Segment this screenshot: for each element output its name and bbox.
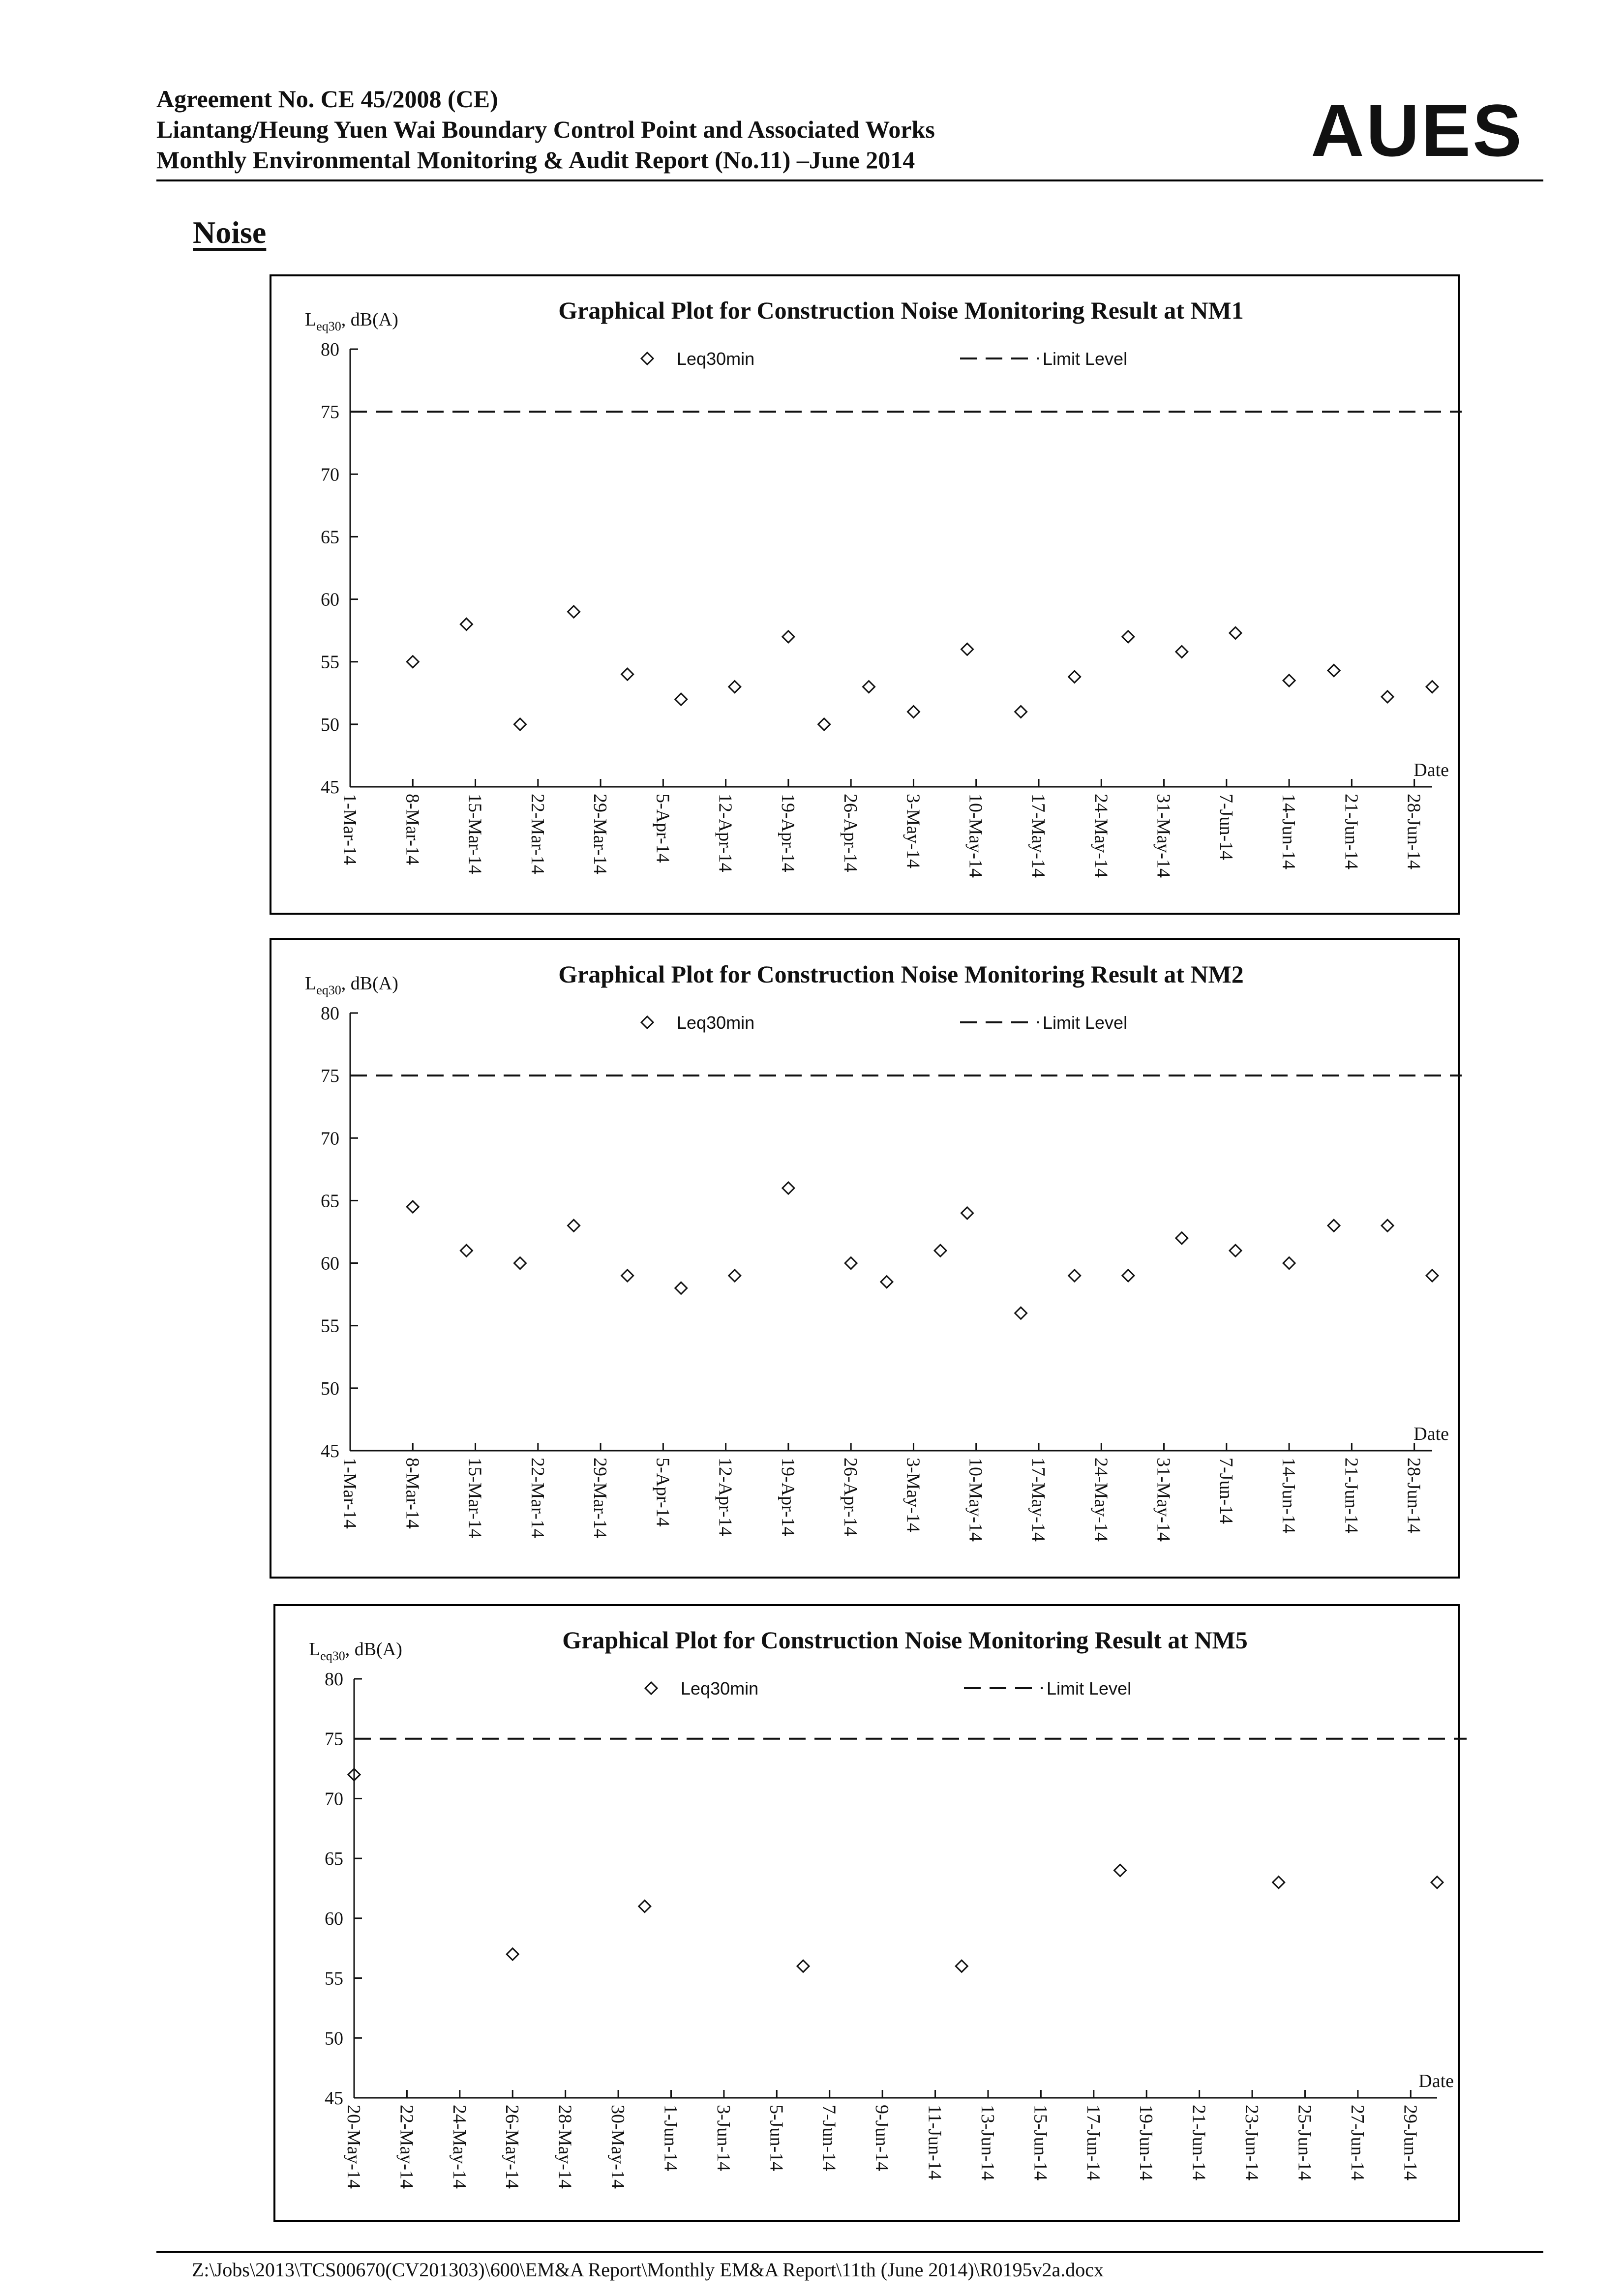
y-tick-label: 60 bbox=[321, 1253, 339, 1274]
y-tick-label: 75 bbox=[321, 1066, 339, 1087]
legend-marker-leq30min bbox=[641, 353, 653, 364]
x-tick-label: 24-May-14 bbox=[1090, 1458, 1112, 1542]
x-axis-title: Date bbox=[1413, 760, 1449, 780]
chart-title: Graphical Plot for Construction Noise Monitoring Result at NM5 bbox=[562, 1626, 1248, 1654]
data-point bbox=[507, 1948, 518, 1960]
data-point bbox=[460, 618, 472, 630]
data-point bbox=[962, 643, 973, 655]
chart-nm1-svg bbox=[271, 276, 1458, 913]
y-tick-label: 55 bbox=[321, 652, 339, 673]
data-point bbox=[622, 668, 633, 680]
x-tick-label: 3-Jun-14 bbox=[713, 2105, 734, 2172]
x-tick-label: 8-Mar-14 bbox=[402, 794, 423, 865]
legend-marker-leq30min bbox=[645, 1682, 657, 1694]
x-tick-label: 25-Jun-14 bbox=[1294, 2105, 1315, 2181]
y-tick-label: 60 bbox=[321, 589, 339, 610]
data-point bbox=[407, 1201, 419, 1213]
x-tick-label: 7-Jun-14 bbox=[1215, 1458, 1236, 1524]
data-point bbox=[1426, 681, 1438, 693]
x-tick-label: 11-Jun-14 bbox=[924, 2105, 945, 2180]
data-point bbox=[1431, 1877, 1443, 1888]
data-point bbox=[407, 656, 419, 668]
x-tick-label: 28-May-14 bbox=[554, 2105, 575, 2189]
x-tick-label: 5-Jun-14 bbox=[766, 2105, 787, 2172]
x-tick-label: 10-May-14 bbox=[965, 794, 986, 878]
data-point bbox=[1283, 1257, 1295, 1269]
data-point bbox=[675, 1282, 687, 1294]
data-point bbox=[1273, 1877, 1285, 1888]
header-agreement: Agreement No. CE 45/2008 (CE) bbox=[156, 85, 498, 113]
x-tick-label: 3-May-14 bbox=[902, 794, 924, 868]
x-tick-label: 5-Apr-14 bbox=[652, 794, 673, 863]
y-tick-label: 75 bbox=[325, 1729, 343, 1750]
y-tick-label: 50 bbox=[321, 1378, 339, 1399]
x-tick-label: 21-Jun-14 bbox=[1341, 794, 1362, 870]
data-point bbox=[460, 1245, 472, 1256]
header-report: Monthly Environmental Monitoring & Audit Report (No.11) –June 2014 bbox=[156, 146, 915, 174]
data-point bbox=[956, 1960, 967, 1972]
section-title: Noise bbox=[193, 215, 267, 250]
x-tick-label: 17-May-14 bbox=[1028, 794, 1049, 878]
data-point bbox=[568, 1220, 580, 1231]
y-tick-label: 65 bbox=[321, 527, 339, 548]
data-point bbox=[1382, 1220, 1393, 1231]
y-tick-label: 50 bbox=[321, 714, 339, 735]
y-tick-label: 70 bbox=[325, 1789, 343, 1810]
x-tick-label: 8-Mar-14 bbox=[402, 1458, 423, 1529]
x-tick-label: 24-May-14 bbox=[1090, 794, 1112, 878]
x-tick-label: 29-Mar-14 bbox=[590, 1458, 611, 1538]
y-tick-label: 80 bbox=[321, 1003, 339, 1024]
data-point bbox=[1015, 1307, 1027, 1319]
x-tick-label: 10-May-14 bbox=[965, 1458, 986, 1542]
data-point bbox=[1176, 646, 1188, 657]
legend-label-leq30min: Leq30min bbox=[681, 1678, 759, 1699]
x-tick-label: 29-Mar-14 bbox=[590, 794, 611, 874]
data-point bbox=[1382, 691, 1393, 703]
x-tick-label: 31-May-14 bbox=[1153, 1458, 1174, 1542]
x-tick-label: 21-Jun-14 bbox=[1188, 2105, 1209, 2181]
x-tick-label: 22-Mar-14 bbox=[527, 1458, 548, 1538]
legend-label-limit: Limit Level bbox=[1047, 1678, 1132, 1699]
data-point bbox=[907, 706, 919, 717]
x-tick-label: 7-Jun-14 bbox=[1215, 794, 1236, 861]
data-point bbox=[782, 1182, 794, 1194]
file-path-footer: Z:\Jobs\2013\TCS00670(CV201303)\600\EM&A Report\Monthly EM&A Report\11th (June 2014)\R0195v2a.docx bbox=[192, 2259, 1104, 2281]
y-axis-label: $L_{eq30}$, dB(A) bbox=[305, 309, 398, 333]
x-tick-label: 19-Apr-14 bbox=[777, 1458, 798, 1536]
data-point bbox=[845, 1257, 857, 1269]
aues-logo: AUES bbox=[1311, 89, 1524, 172]
y-tick-label: 70 bbox=[321, 464, 339, 485]
x-tick-label: 1-Jun-14 bbox=[660, 2105, 681, 2172]
y-tick-label: 55 bbox=[325, 1968, 343, 1989]
x-tick-label: 30-May-14 bbox=[607, 2105, 629, 2189]
data-point bbox=[622, 1270, 633, 1282]
x-tick-label: 27-Jun-14 bbox=[1347, 2105, 1368, 2181]
y-tick-label: 80 bbox=[321, 339, 339, 360]
header-divider bbox=[156, 179, 1543, 181]
x-tick-label: 29-Jun-14 bbox=[1400, 2105, 1421, 2181]
data-point bbox=[729, 681, 741, 693]
chart-nm5-svg bbox=[275, 1606, 1458, 2220]
x-tick-label: 12-Apr-14 bbox=[715, 1458, 736, 1536]
data-point bbox=[1230, 627, 1241, 639]
legend-label-leq30min: Leq30min bbox=[677, 349, 755, 369]
data-point bbox=[797, 1960, 809, 1972]
data-point bbox=[818, 718, 830, 730]
data-point bbox=[729, 1270, 741, 1282]
x-tick-label: 26-Apr-14 bbox=[840, 794, 861, 872]
x-tick-label: 14-Jun-14 bbox=[1278, 794, 1299, 870]
data-point bbox=[1328, 1220, 1340, 1231]
y-tick-label: 80 bbox=[325, 1669, 343, 1690]
chart-nm2-svg bbox=[271, 940, 1458, 1577]
y-axis-label: $L_{eq30}$, dB(A) bbox=[309, 1639, 402, 1663]
header-project: Liantang/Heung Yuen Wai Boundary Control Point and Associated Works bbox=[156, 116, 935, 143]
x-tick-label: 15-Mar-14 bbox=[464, 1458, 485, 1538]
x-tick-label: 26-Apr-14 bbox=[840, 1458, 861, 1536]
chart-nm5 bbox=[273, 1604, 1460, 2222]
x-tick-label: 7-Jun-14 bbox=[818, 2105, 840, 2172]
y-tick-label: 45 bbox=[325, 2088, 343, 2109]
data-point bbox=[863, 681, 875, 693]
data-point bbox=[675, 693, 687, 705]
data-point bbox=[514, 1257, 526, 1269]
data-point bbox=[962, 1207, 973, 1219]
x-tick-label: 22-May-14 bbox=[396, 2105, 417, 2189]
x-tick-label: 1-Mar-14 bbox=[339, 1458, 360, 1529]
chart-title: Graphical Plot for Construction Noise Monitoring Result at NM2 bbox=[558, 960, 1244, 988]
x-tick-label: 17-May-14 bbox=[1028, 1458, 1049, 1542]
x-tick-label: 31-May-14 bbox=[1153, 794, 1174, 878]
data-point bbox=[1114, 1864, 1126, 1876]
data-point bbox=[1069, 671, 1081, 683]
x-tick-label: 12-Apr-14 bbox=[715, 794, 736, 872]
report-header bbox=[156, 84, 1534, 182]
y-tick-label: 45 bbox=[321, 1441, 339, 1461]
data-point bbox=[1122, 1270, 1134, 1282]
chart-legend bbox=[641, 1013, 1127, 1033]
y-tick-label: 55 bbox=[321, 1315, 339, 1337]
data-point bbox=[514, 718, 526, 730]
chart-legend bbox=[641, 349, 1127, 369]
legend-marker-leq30min bbox=[641, 1016, 653, 1028]
data-point bbox=[1015, 706, 1027, 717]
x-tick-label: 22-Mar-14 bbox=[527, 794, 548, 874]
y-tick-label: 60 bbox=[325, 1908, 343, 1929]
x-tick-label: 14-Jun-14 bbox=[1278, 1458, 1299, 1534]
data-point bbox=[639, 1901, 651, 1912]
x-axis-title: Date bbox=[1413, 1424, 1449, 1444]
data-point bbox=[1283, 675, 1295, 686]
chart-legend bbox=[645, 1678, 1131, 1699]
chart-nm1 bbox=[270, 274, 1460, 915]
y-axis-label: $L_{eq30}$, dB(A) bbox=[305, 973, 398, 997]
x-tick-label: 15-Jun-14 bbox=[1030, 2105, 1051, 2181]
data-point bbox=[1426, 1270, 1438, 1282]
x-tick-label: 28-Jun-14 bbox=[1403, 1458, 1424, 1534]
x-tick-label: 26-May-14 bbox=[502, 2105, 523, 2189]
legend-label-leq30min: Leq30min bbox=[677, 1013, 755, 1033]
data-point bbox=[1122, 631, 1134, 643]
x-tick-label: 9-Jun-14 bbox=[872, 2105, 893, 2172]
data-point bbox=[1069, 1270, 1081, 1282]
y-tick-label: 50 bbox=[325, 2028, 343, 2049]
data-point bbox=[1328, 665, 1340, 677]
y-tick-label: 65 bbox=[321, 1191, 339, 1212]
x-tick-label: 5-Apr-14 bbox=[652, 1458, 673, 1527]
x-tick-label: 19-Jun-14 bbox=[1136, 2105, 1157, 2181]
chart-nm2 bbox=[270, 938, 1460, 1579]
x-tick-label: 13-Jun-14 bbox=[977, 2105, 998, 2181]
data-point bbox=[881, 1276, 893, 1288]
x-axis-title: Date bbox=[1418, 2071, 1454, 2091]
legend-label-limit: Limit Level bbox=[1043, 349, 1128, 369]
footer-divider bbox=[156, 2251, 1543, 2253]
x-tick-label: 15-Mar-14 bbox=[464, 794, 485, 874]
data-point bbox=[1176, 1232, 1188, 1244]
data-point bbox=[568, 606, 580, 618]
data-point bbox=[782, 631, 794, 643]
y-tick-label: 65 bbox=[325, 1849, 343, 1870]
x-tick-label: 23-Jun-14 bbox=[1241, 2105, 1263, 2181]
data-point bbox=[934, 1245, 946, 1256]
data-point bbox=[1230, 1245, 1241, 1256]
chart-title: Graphical Plot for Construction Noise Monitoring Result at NM1 bbox=[558, 297, 1244, 324]
x-tick-label: 19-Apr-14 bbox=[777, 794, 798, 872]
x-tick-label: 28-Jun-14 bbox=[1403, 794, 1424, 870]
x-tick-label: 24-May-14 bbox=[449, 2105, 470, 2189]
legend-label-limit: Limit Level bbox=[1043, 1013, 1128, 1033]
x-tick-label: 20-May-14 bbox=[343, 2105, 364, 2189]
x-tick-label: 3-May-14 bbox=[902, 1458, 924, 1532]
y-tick-label: 75 bbox=[321, 402, 339, 423]
y-tick-label: 70 bbox=[321, 1128, 339, 1149]
x-tick-label: 1-Mar-14 bbox=[339, 794, 360, 865]
y-tick-label: 45 bbox=[321, 777, 339, 798]
x-tick-label: 17-Jun-14 bbox=[1083, 2105, 1104, 2181]
x-tick-label: 21-Jun-14 bbox=[1341, 1458, 1362, 1534]
